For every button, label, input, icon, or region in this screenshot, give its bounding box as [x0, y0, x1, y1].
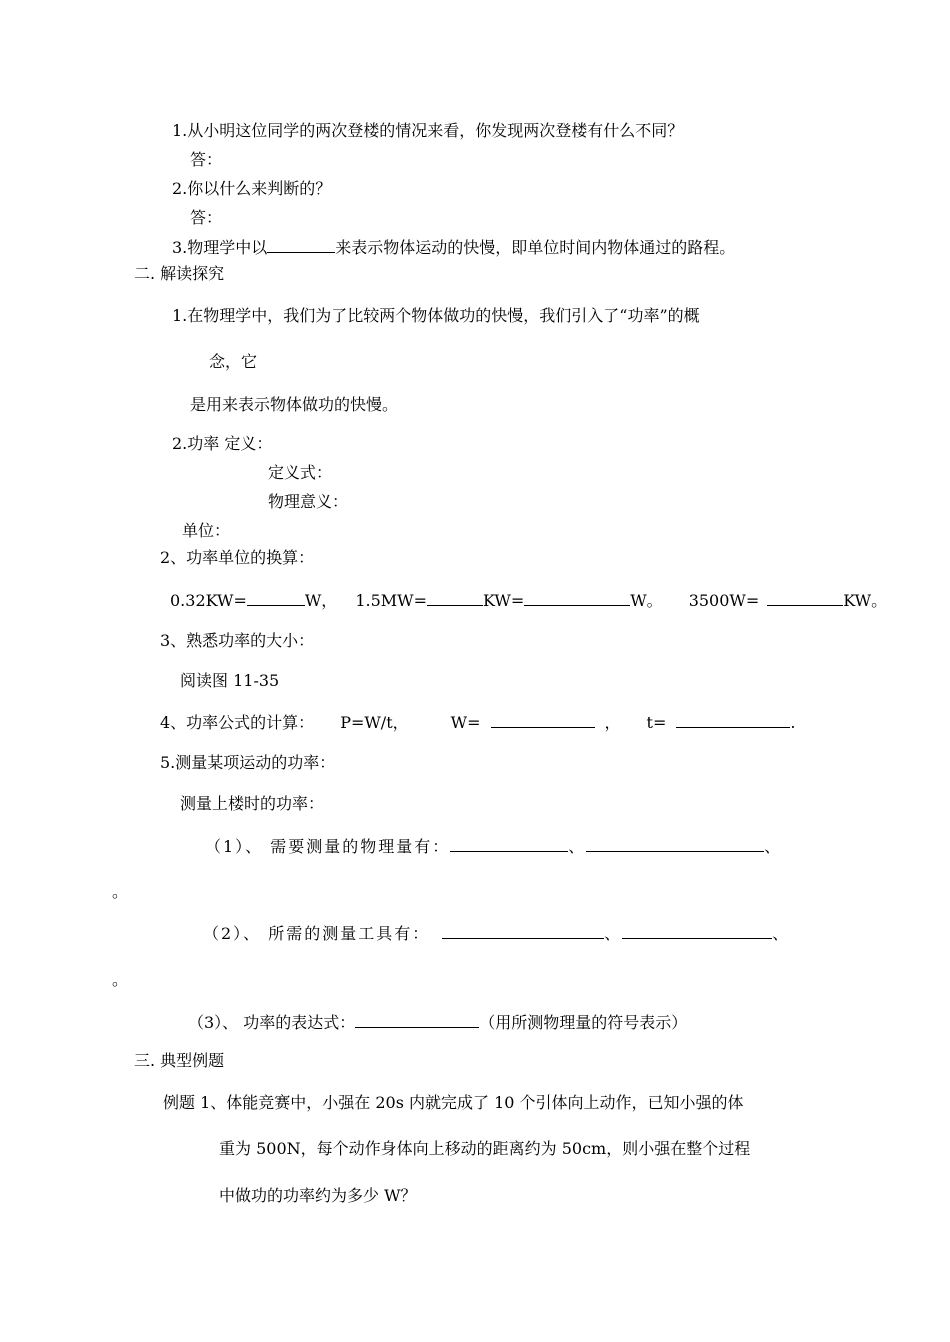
calc-formula: P=W/t，	[340, 713, 409, 732]
measure-item-1	[205, 836, 782, 857]
section-3-heading: 三. 典型例题	[134, 1051, 225, 1070]
item-2-label: （2）、 所需的测量工具有：	[203, 924, 431, 943]
blank-expression[interactable]	[355, 1012, 479, 1028]
blank-speed[interactable]	[267, 237, 335, 253]
item-2-period: 。	[112, 970, 129, 989]
item-1-sep: 、	[568, 837, 587, 856]
read-figure-text: 阅读图 11-35	[180, 671, 280, 690]
paragraph-1-line-1: 1.在物理学中，我们为了比较两个物体做功的快慢，我们引入了“功率”的概	[172, 306, 700, 325]
blank-calc-w[interactable]	[491, 712, 595, 728]
answer-2-label: 答：	[190, 208, 223, 227]
calc-label: 4、功率公式的计算：	[160, 713, 315, 732]
item-2-end: 、	[772, 924, 791, 943]
blank-conv-c[interactable]	[767, 590, 843, 606]
conv-b-unit: W。	[630, 591, 663, 610]
item-1-period: 。	[112, 882, 129, 901]
item-2-sep: 、	[604, 924, 623, 943]
measure-item-2	[203, 923, 790, 944]
example-1-line-2: 重为 500N，每个动作身体向上移动的距离约为 50cm，则小强在整个过程	[219, 1139, 751, 1158]
conv-c-unit: KW。	[843, 591, 888, 610]
unit-conversion-row	[170, 590, 887, 611]
blank-quantity-1[interactable]	[450, 836, 568, 852]
measure-item-3	[188, 1012, 687, 1033]
familiar-power-heading: 3、熟悉功率的大小：	[160, 631, 315, 650]
power-meaning-label: 物理意义：	[268, 492, 349, 511]
power-definition-label: 2.功率 定义：	[172, 434, 273, 453]
item-3-label: （3）、 功率的表达式：	[188, 1013, 356, 1032]
conv-c-label: 3500W=	[688, 591, 760, 610]
blank-conv-b1[interactable]	[427, 590, 483, 606]
power-unit-label: 单位：	[182, 521, 231, 540]
question-1: 1.从小明这位同学的两次登楼的情况来看，你发现两次登楼有什么不同？	[172, 121, 684, 140]
item-1-end: 、	[764, 837, 783, 856]
answer-1-label: 答：	[190, 150, 223, 169]
conv-b-mid: KW=	[483, 591, 525, 610]
measure-heading: 5.测量某项运动的功率：	[160, 753, 336, 772]
question-3	[172, 237, 735, 258]
item-1-label: （1）、 需要测量的物理量有：	[205, 837, 451, 856]
item-3-note: （用所测物理量的符号表示）	[479, 1013, 688, 1032]
example-1-line-1: 例题 1、体能竞赛中，小强在 20s 内就完成了 10 个引体向上动作，已知小强的体	[163, 1093, 744, 1112]
power-calc-row	[160, 712, 795, 733]
question-2: 2.你以什么来判断的？	[172, 179, 332, 198]
calc-t-label: t=	[646, 713, 667, 732]
blank-conv-a[interactable]	[247, 590, 305, 606]
blank-calc-t[interactable]	[676, 712, 790, 728]
calc-period: .	[790, 713, 796, 732]
conv-a-unit: W，	[304, 591, 338, 610]
paragraph-1-line-3: 是用来表示物体做功的快慢。	[190, 395, 399, 414]
unit-conversion-heading: 2、功率单位的换算：	[160, 548, 315, 567]
calc-w-label: W=	[450, 713, 481, 732]
calc-comma: ，	[604, 713, 621, 732]
measure-stairs-text: 测量上楼时的功率：	[180, 794, 325, 813]
conv-b-label: 1.5MW=	[355, 591, 427, 610]
power-formula-label: 定义式：	[268, 463, 333, 482]
example-1-line-3: 中做功的功率约为多少 W？	[219, 1186, 417, 1205]
blank-tool-1[interactable]	[442, 923, 604, 939]
blank-quantity-2[interactable]	[586, 836, 764, 852]
section-2-heading: 二. 解读探究	[134, 264, 225, 283]
question-3-after: 来表示物体运动的快慢，即单位时间内物体通过的路程。	[335, 238, 736, 257]
blank-conv-b2[interactable]	[524, 590, 630, 606]
blank-tool-2[interactable]	[622, 923, 772, 939]
question-3-before: 3.物理学中以	[172, 238, 268, 257]
paragraph-1-line-2: 念，它	[209, 352, 258, 371]
conv-a-label: 0.32KW=	[170, 591, 247, 610]
